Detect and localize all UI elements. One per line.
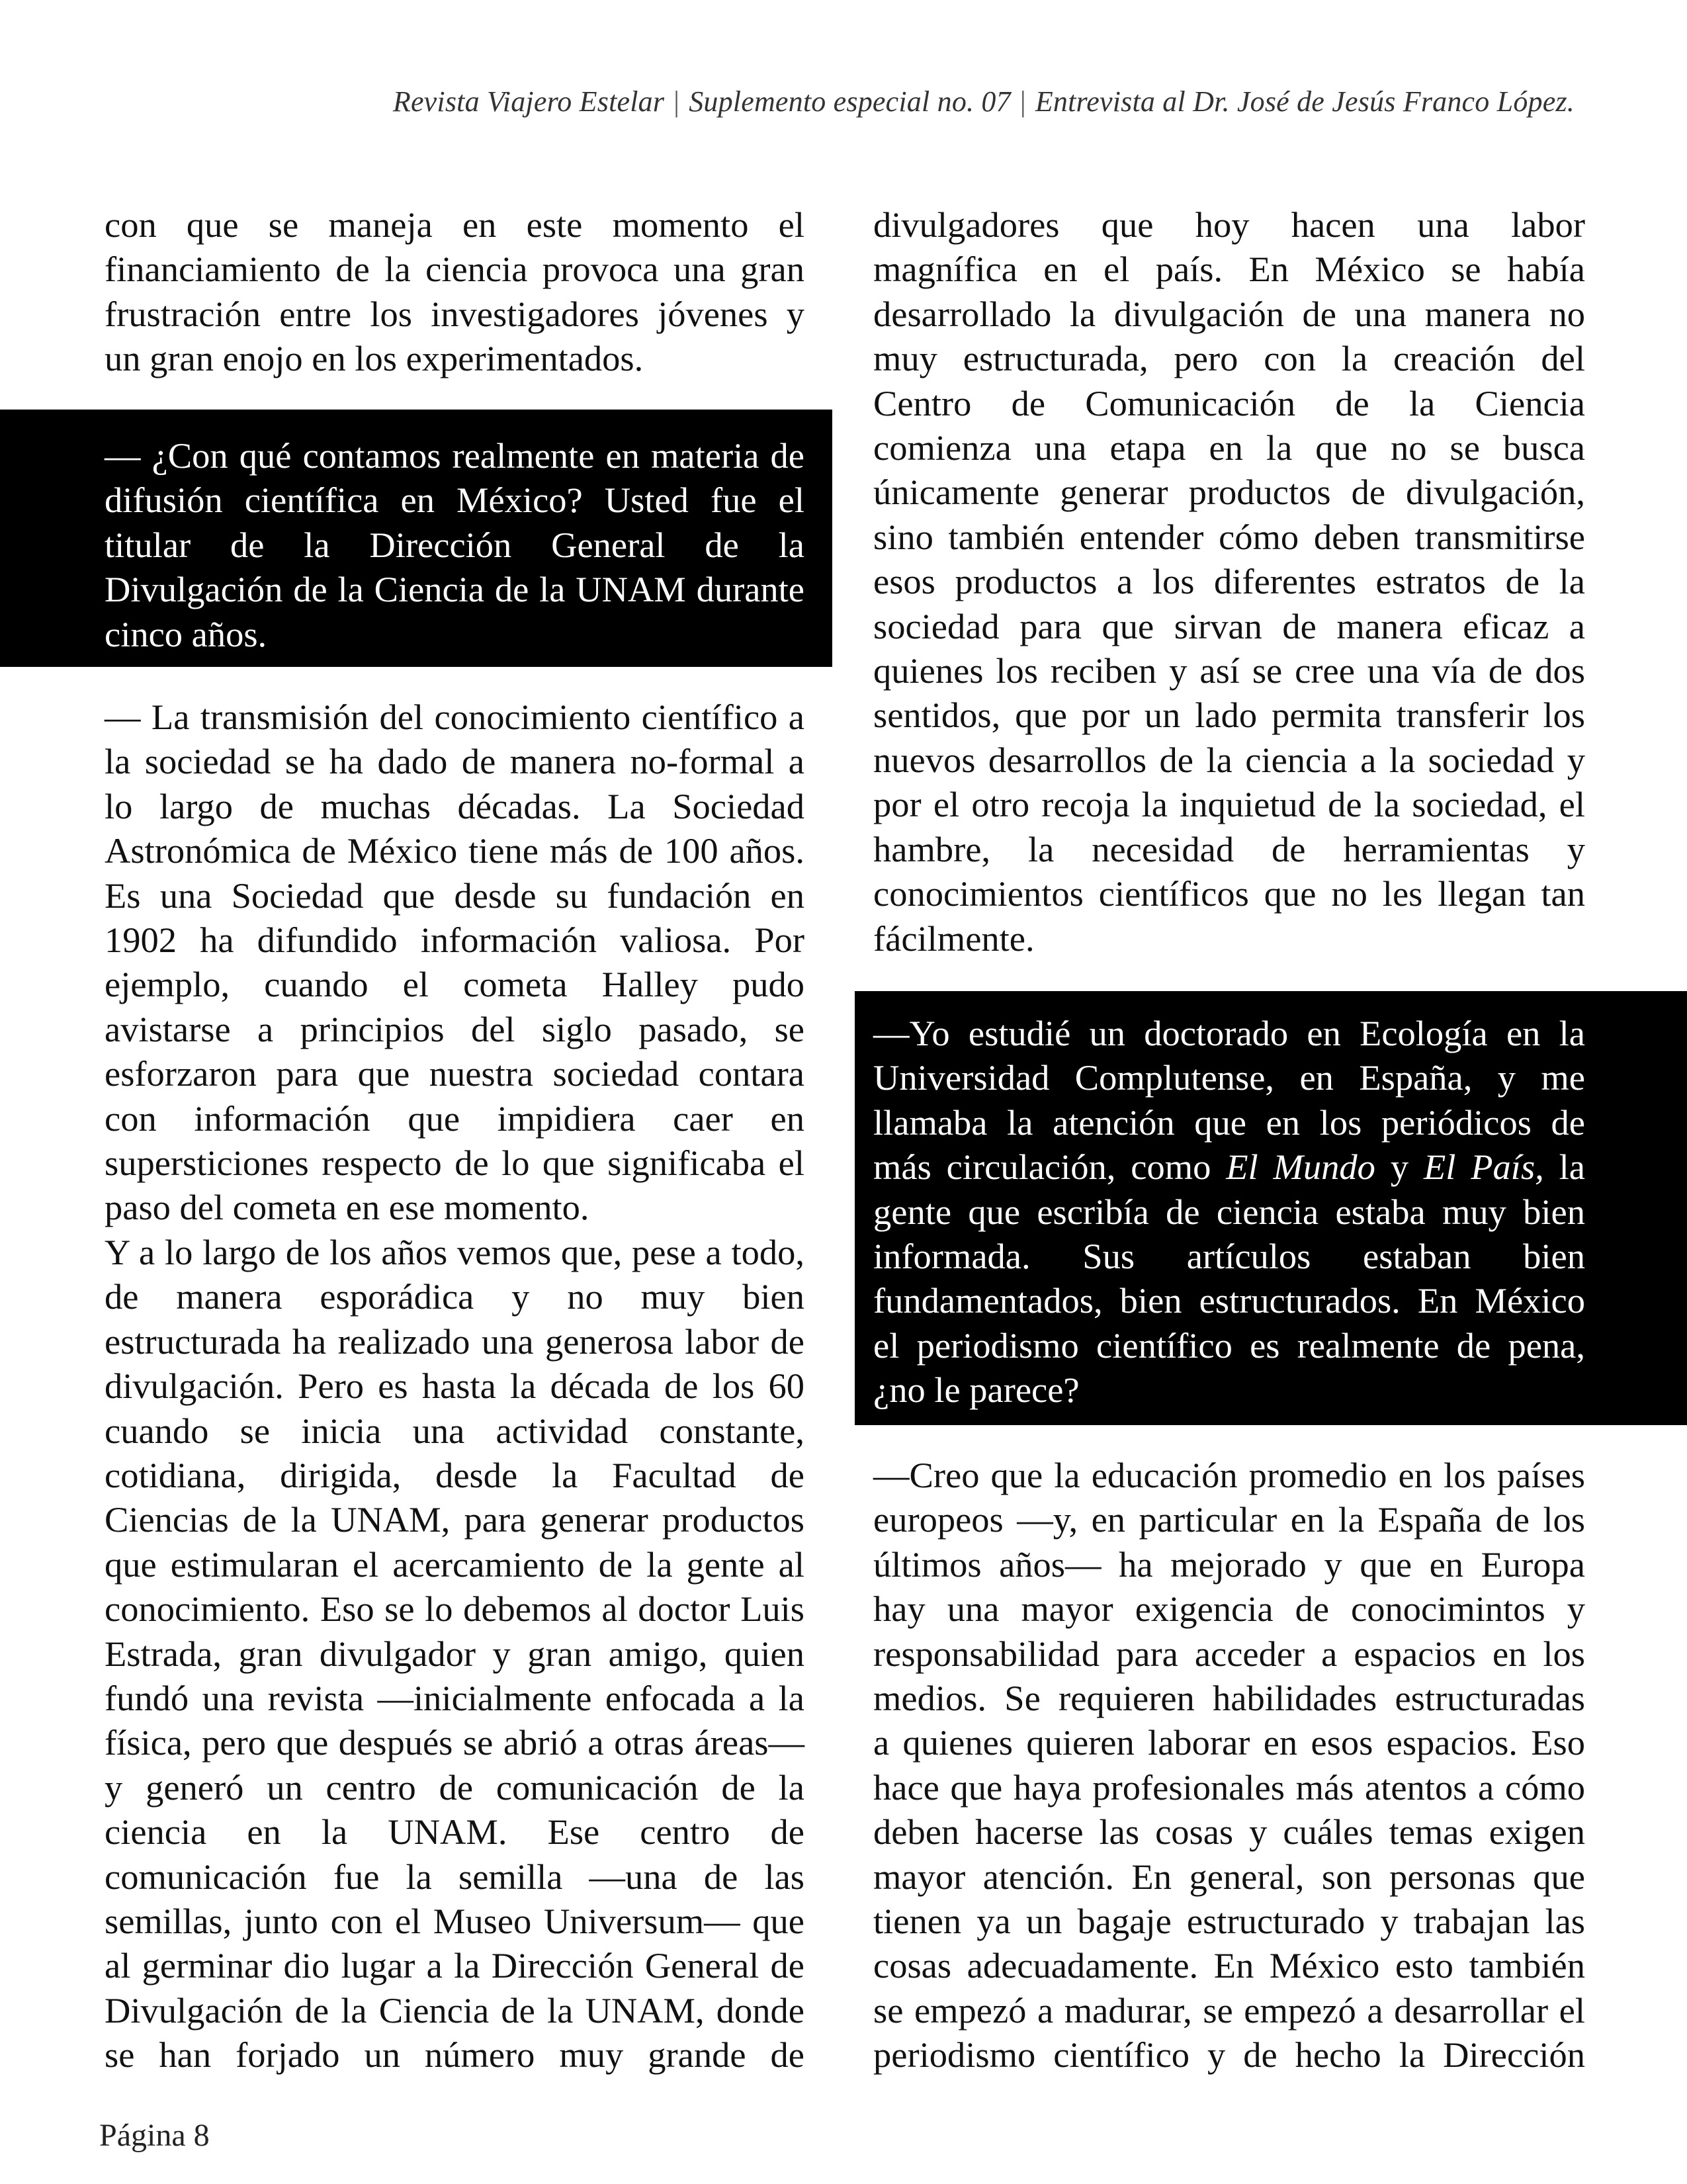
question-line: cinco años. bbox=[105, 613, 267, 654]
text-line: fácilmente. bbox=[873, 918, 1035, 959]
text-line: estructurada ha realizado una generosa labor de bbox=[105, 1321, 804, 1362]
text-line: a quienes quieren laborar en esos espacios. Eso bbox=[873, 1722, 1585, 1763]
text-line: Es una Sociedad que desde su fundación en bbox=[105, 875, 804, 916]
question-line bbox=[873, 1145, 1585, 1189]
text-line: hambre, la necesidad de herramientas y bbox=[873, 828, 1585, 869]
text-line: divulgación. Pero es hasta la década de los 60 bbox=[105, 1366, 804, 1407]
header-separator: | bbox=[1019, 85, 1026, 118]
question-line: Divulgación de la Ciencia de la UNAM durante bbox=[105, 569, 804, 610]
text-line: comunicación fue la semilla —una de las bbox=[105, 1856, 804, 1897]
question-line: —Yo estudié un doctorado en Ecología en la bbox=[873, 1013, 1585, 1053]
text-line: Divulgación de la Ciencia de la UNAM, donde bbox=[105, 1989, 804, 2031]
text-line: paso del cometa en ese momento. bbox=[105, 1187, 589, 1228]
text-line: conocimientos científicos que no les llegan tan bbox=[873, 873, 1585, 914]
text-line: sociedad para que sirvan de manera eficaz a bbox=[873, 605, 1585, 646]
text-line: sino también entender cómo deben transmitirse bbox=[873, 516, 1585, 557]
question-line: gente que escribía de ciencia estaba muy bien bbox=[873, 1191, 1585, 1232]
text-line: 1902 ha difundido información valiosa. Por bbox=[105, 920, 804, 961]
supplement-label: Suplemento especial no. 07 bbox=[689, 85, 1011, 118]
newspaper-title-el-pais: El País, bbox=[1423, 1147, 1544, 1188]
right-column-intro bbox=[873, 202, 1585, 961]
text-line: — La transmisión del conocimiento científico a bbox=[105, 697, 804, 737]
text-line: Centro de Comunicación de la Ciencia bbox=[873, 382, 1585, 423]
text-line: ejemplo, cuando el cometa Halley pudo bbox=[105, 964, 804, 1005]
text-line: ciencia en la UNAM. Ese centro de bbox=[105, 1812, 804, 1853]
text-line: últimos años— ha mejorado y que en Europa bbox=[873, 1544, 1585, 1585]
text-line: con información que impidiera caer en bbox=[105, 1098, 804, 1139]
text-line: hay una mayor exigencia de conocimintos y bbox=[873, 1589, 1585, 1630]
text-span: y bbox=[1375, 1147, 1424, 1188]
newspaper-title-el-mundo: El Mundo bbox=[1226, 1147, 1375, 1188]
text-line: Ciencias de la UNAM, para generar productos bbox=[105, 1499, 804, 1540]
text-line: cosas adecuadamente. En México esto también bbox=[873, 1945, 1585, 1986]
question-box-left bbox=[0, 410, 832, 667]
text-line: responsabilidad para acceder a espacios en los bbox=[873, 1633, 1585, 1674]
interview-title: Entrevista al Dr. José de Jesús Franco López. bbox=[1035, 85, 1575, 118]
header-separator: | bbox=[673, 85, 680, 118]
text-line: avistarse a principios del siglo pasado, se bbox=[105, 1008, 804, 1049]
text-line: de manera esporádica y no muy bien bbox=[105, 1276, 804, 1317]
text-line: europeos —y, en particular en la España de los bbox=[873, 1499, 1585, 1540]
text-line: hace que haya profesionales más atentos a cómo bbox=[873, 1767, 1585, 1808]
text-line: la sociedad se ha dado de manera no-formal a bbox=[105, 741, 804, 782]
text-span: más circulación, como bbox=[873, 1147, 1227, 1188]
text-line: lo largo de muchas décadas. La Sociedad bbox=[105, 785, 804, 826]
left-column-answer bbox=[105, 695, 804, 2077]
text-line: física, pero que después se abrió a otras áreas— bbox=[105, 1722, 804, 1763]
text-line: esforzaron para que nuestra sociedad contara bbox=[105, 1053, 804, 1094]
question-line: Universidad Complutense, en España, y me bbox=[873, 1057, 1585, 1098]
text-line: financiamiento de la ciencia provoca una gran bbox=[105, 249, 804, 290]
text-line: nuevos desarrollos de la ciencia a la sociedad y bbox=[873, 739, 1585, 780]
running-header bbox=[0, 85, 1575, 118]
text-line: conocimiento. Eso se lo debemos al doctor Luis bbox=[105, 1589, 804, 1630]
text-line: Estrada, gran divulgador y gran amigo, quien bbox=[105, 1633, 804, 1674]
question-line: informada. Sus artículos estaban bien bbox=[873, 1236, 1585, 1277]
text-line: medios. Se requieren habilidades estructuradas bbox=[873, 1678, 1585, 1719]
question-line: llamaba la atención que en los periódicos de bbox=[873, 1102, 1585, 1143]
question-line: fundamentados, bien estructurados. En México bbox=[873, 1280, 1585, 1321]
text-line: únicamente generar productos de divulgación, bbox=[873, 472, 1585, 513]
question-line: titular de la Dirección General de la bbox=[105, 524, 804, 565]
text-line: al germinar dio lugar a la Dirección General de bbox=[105, 1945, 804, 1986]
text-line: se han forjado un número muy grande de bbox=[105, 2034, 804, 2075]
text-line: que estimularan el acercamiento de la gente al bbox=[105, 1544, 804, 1585]
text-line: y generó un centro de comunicación de la bbox=[105, 1767, 804, 1808]
question-line: — ¿Con qué contamos realmente en materia de bbox=[105, 435, 804, 476]
text-line: desarrollado la divulgación de una manera no bbox=[873, 293, 1585, 334]
question-line: el periodismo científico es realmente de pena, bbox=[873, 1325, 1585, 1366]
text-line: fundó una revista —inicialmente enfocada a la bbox=[105, 1677, 804, 1718]
right-column-answer bbox=[873, 1453, 1585, 2077]
text-line: por el otro recoja la inquietud de la sociedad, el bbox=[873, 784, 1585, 825]
question-box-right bbox=[855, 991, 1687, 1425]
text-line: frustración entre los investigadores jóvenes y bbox=[105, 293, 804, 334]
text-line: se empezó a madurar, se empezó a desarrollar el bbox=[873, 1989, 1585, 2031]
text-line: con que se maneja en este momento el bbox=[105, 204, 804, 245]
text-line: divulgadores que hoy hacen una labor bbox=[873, 204, 1585, 245]
text-line: supersticiones respecto de lo que significaba el bbox=[105, 1143, 804, 1184]
question-line: difusión científica en México? Usted fue el bbox=[105, 480, 804, 521]
text-line: comienza una etapa en la que no se busca bbox=[873, 427, 1585, 468]
text-line: periodismo científico y de hecho la Dirección bbox=[873, 2034, 1585, 2075]
text-line: sentidos, que por un lado permita transferir los bbox=[873, 695, 1585, 736]
page-number: Página 8 bbox=[99, 2118, 210, 2153]
text-line: esos productos a los diferentes estratos de la bbox=[873, 561, 1585, 602]
text-line: semillas, junto con el Museo Universum— que bbox=[105, 1900, 804, 1941]
text-line: Y a lo largo de los años vemos que, pese a todo, bbox=[105, 1231, 804, 1272]
text-line: un gran enojo en los experimentados. bbox=[105, 338, 644, 379]
text-line: mayor atención. En general, son personas que bbox=[873, 1856, 1585, 1897]
text-line: quienes los reciben y así se cree una vía de dos bbox=[873, 650, 1585, 691]
text-line: Astronómica de México tiene más de 100 años. bbox=[105, 830, 804, 871]
text-line: —Creo que la educación promedio en los países bbox=[873, 1455, 1585, 1495]
text-line: cuando se inicia una actividad constante, bbox=[105, 1410, 804, 1451]
text-line: magnífica en el país. En México se había bbox=[873, 249, 1585, 290]
left-column-intro bbox=[105, 202, 804, 381]
text-line: cotidiana, dirigida, desde la Facultad de bbox=[105, 1454, 804, 1495]
question-line: ¿no le parece? bbox=[873, 1370, 1080, 1411]
text-line: muy estructurada, pero con la creación del bbox=[873, 338, 1585, 379]
magazine-title: Revista Viajero Estelar bbox=[392, 85, 665, 118]
text-span: la bbox=[1543, 1147, 1585, 1188]
text-line: tienen ya un bagaje estructurado y trabajan las bbox=[873, 1901, 1585, 1942]
text-line: deben hacerse las cosas y cuáles temas exigen bbox=[873, 1812, 1585, 1853]
